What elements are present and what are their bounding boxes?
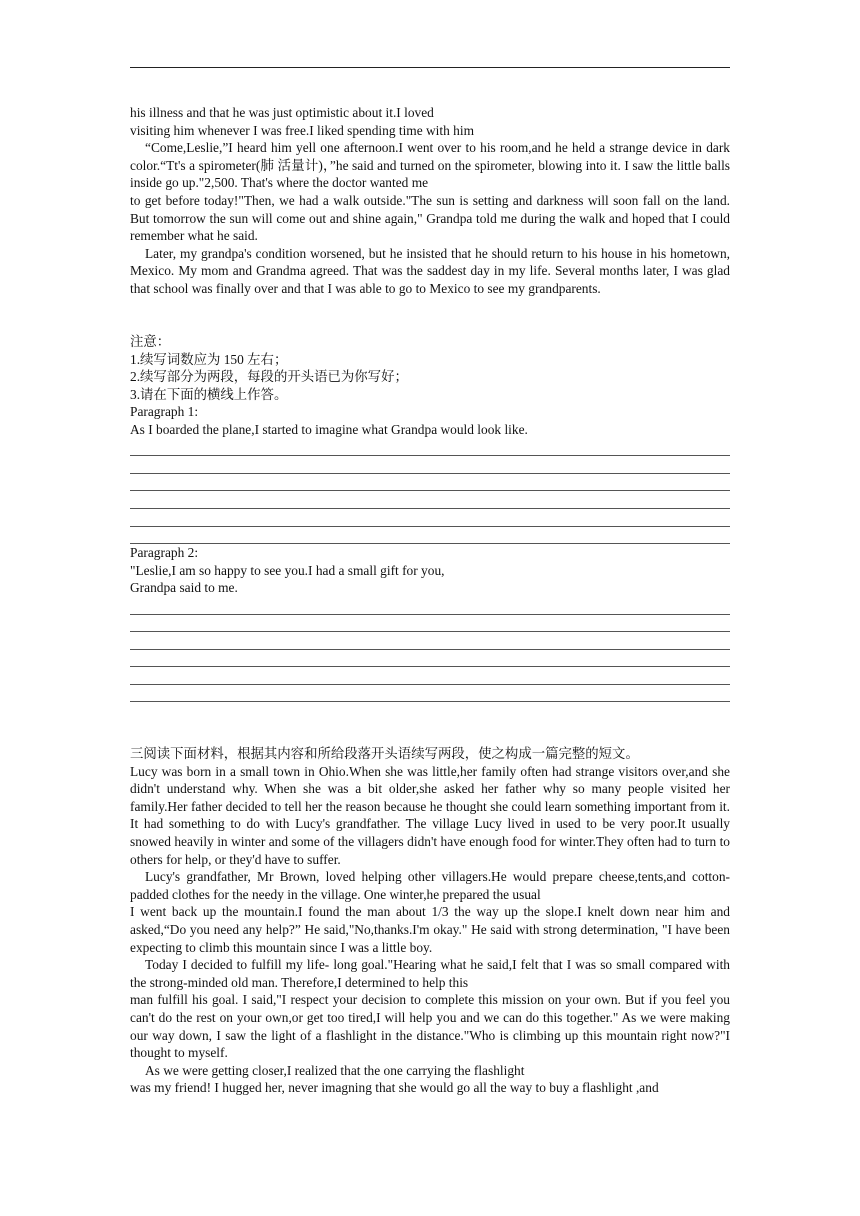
- story-paragraph: man fulfill his goal. I said,"I respect your decision to complete this mission on your own. But if you feel you can't do the rest on your own,or get too tired,I will help you and we can do this together." As we were making our way down, I saw the light of a flashlight in the distance."Who is climbing up this mountain right now?"I thought to myself.: [130, 992, 730, 1061]
- story-paragraph: As we were getting closer,I realized that the one carrying the flashlight: [145, 1062, 525, 1078]
- story-paragraph: “Come,Leslie,”I heard him yell one afternoon.I went over to his room,and he held a strange device in dark color.“Tt's a spirometer(肺 活量计)，”he said and turned on the spirometer, blowing into it. I saw the little balls inside go up."2,500. That's where the doctor wanted me: [130, 140, 730, 191]
- answer-line[interactable]: [130, 597, 730, 615]
- note-title: 注意：: [130, 334, 171, 349]
- answer-line[interactable]: [130, 439, 730, 457]
- story-line: visiting him whenever I was free.I liked spending time with him: [130, 122, 474, 138]
- instructions: [130, 333, 730, 702]
- answer-line[interactable]: [130, 615, 730, 633]
- answer-line[interactable]: [130, 667, 730, 685]
- paragraph-2-label: Paragraph 2:: [130, 545, 199, 561]
- answer-line[interactable]: [130, 527, 730, 545]
- paragraph-1-label: Paragraph 1:: [130, 404, 199, 420]
- answer-line[interactable]: [130, 650, 730, 668]
- paragraph-1-opening: As I boarded the plane,I started to imagine what Grandpa would look like.: [130, 421, 528, 437]
- story-paragraph: Lucy's grandfather, Mr Brown, loved helping other villagers.He would prepare cheese,tents,and cotton-padded clothes for the needy in the village. One winter,he prepared the usual: [130, 869, 730, 902]
- answer-line[interactable]: [130, 632, 730, 650]
- answer-line[interactable]: [130, 456, 730, 474]
- section-heading: 三阅读下面材料，根据其内容和所给段落开头语续写两段，使之构成一篇完整的短文。: [130, 746, 639, 761]
- story-paragraph: Lucy was born in a small town in Ohio.When she was little,her family often had strange visitors over,and she didn't understand why. When she was a bit older,she asked her father why so many people visited her family.Her father decided to tell her the reason because he thought she could learn something important from it. It had something to do with Lucy's grandfather. The village Lucy lived in used to be very poor.It usually snowed heavily in winter and some of the villagers didn't have enough food for winter.They often had to turn to others for help, or they'd have to suffer.: [130, 763, 730, 867]
- note-item: 2.续写部分为两段，每段的开头语已为你写好；: [130, 369, 408, 385]
- story-paragraph: to get before today!"Then, we had a walk outside."The sun is setting and darkness will soon fall on the land. But tomorrow the sun will come out and shine again," Grandpa told me during the walk and hoped that I could remember what he said.: [130, 192, 730, 244]
- paragraph-2-opening: Grandpa said to me.: [130, 580, 238, 596]
- answer-line[interactable]: [130, 509, 730, 527]
- story-paragraph: was my friend! I hugged her, never imagning that she would go all the way to buy a flashlight ,and: [130, 1080, 659, 1096]
- story-paragraph: Later, my grandpa's condition worsened, but he insisted that he should return to his house in his hometown, Mexico. My mom and Grandma agreed. That was the saddest day in my life. Several months later, I was glad that school was finally over and that I was able to go to Mexico to see my grandparents.: [130, 245, 730, 296]
- answer-line[interactable]: [130, 685, 730, 703]
- story-paragraph: I went back up the mountain.I found the man about 1/3 the way up the slope.I knelt down near him and asked,“Do you need any help?” He said,"No,thanks.I'm okay." He said with strong determination, "I have been expecting to climb this mountain since I was a little boy.: [130, 904, 730, 955]
- story-paragraph: Today I decided to fulfill my life- long goal."Hearing what he said,I felt that I was so small compared with the strong-minded old man. Therefore,I determined to help this: [130, 957, 730, 990]
- paragraph-2-opening: "Leslie,I am so happy to see you.I had a small gift for you,: [130, 562, 445, 578]
- note-item: 1.续写词数应为 150 左右；: [130, 351, 288, 367]
- story-part-2: [130, 104, 730, 298]
- story-part-3: [130, 745, 730, 1097]
- story-line: his illness and that he was just optimistic about it.I loved: [130, 105, 434, 120]
- answer-line[interactable]: [130, 474, 730, 492]
- note-item: 3.请在下面的横线上作答。: [130, 386, 288, 402]
- header-rule: [130, 67, 730, 68]
- answer-line[interactable]: [130, 491, 730, 509]
